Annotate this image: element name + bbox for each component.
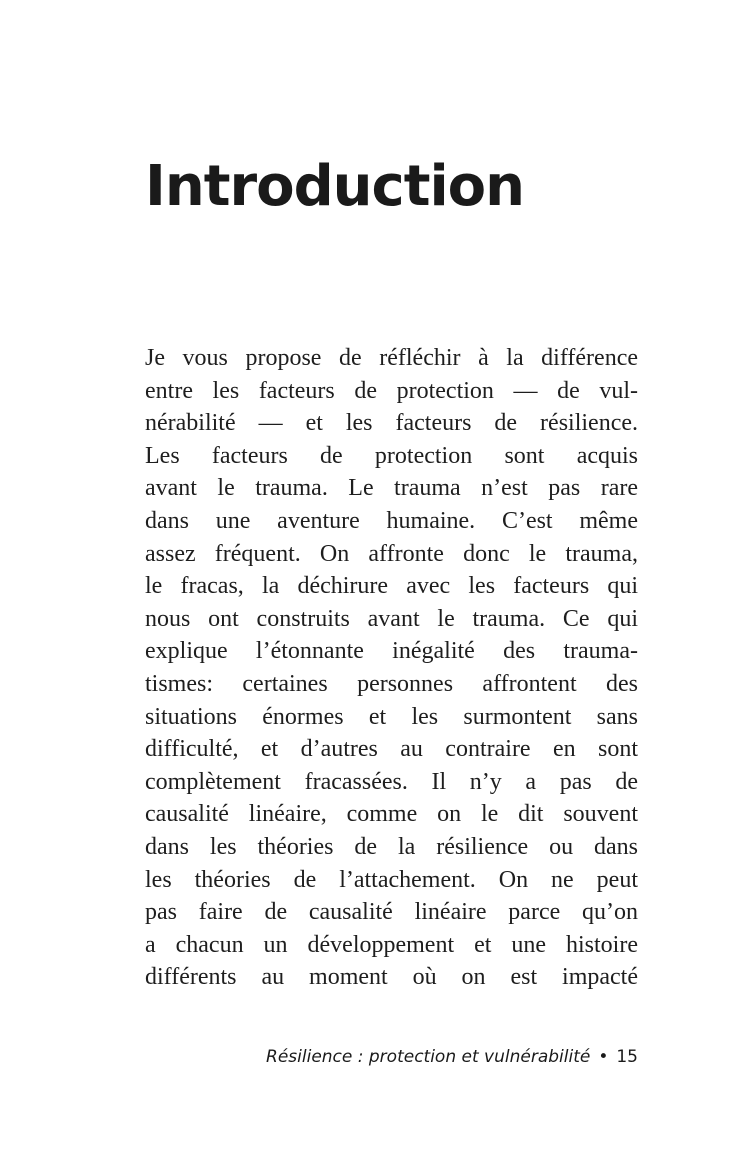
text-line: difficulté, et d’autres au contraire en sont — [145, 736, 638, 763]
text-line: a chacun un développement et une histoire — [145, 931, 638, 958]
text-line: Les facteurs de protection sont acquis — [145, 442, 638, 469]
text-line: entre les facteurs de protection — de vul- — [145, 377, 638, 404]
text-line: explique l’étonnante inégalité des trauma- — [145, 638, 638, 665]
text-line: le fracas, la déchirure avec les facteurs qui — [145, 573, 638, 600]
page-number: 15 — [616, 1047, 638, 1067]
body-paragraph — [145, 342, 638, 994]
text-line: nous ont construits avant le trauma. Ce qui — [145, 605, 638, 632]
text-line: différents au moment où on est impacté — [145, 964, 638, 991]
page-footer — [145, 1044, 638, 1070]
text-line: dans les théories de la résilience ou dans — [145, 833, 638, 860]
text-line: causalité linéaire, comme on le dit souvent — [145, 801, 638, 828]
text-line: avant le trauma. Le trauma n’est pas rare — [145, 475, 638, 502]
text-line: tismes: certaines personnes affrontent des — [145, 670, 638, 697]
text-line: dans une aventure humaine. C’est même — [145, 507, 638, 534]
text-line: complètement fracassées. Il n’y a pas de — [145, 768, 638, 795]
text-line: nérabilité — et les facteurs de résilience. — [145, 410, 638, 437]
text-line: Je vous propose de réfléchir à la différence — [145, 345, 638, 371]
footer-separator: • — [598, 1047, 609, 1067]
running-title: Résilience : protection et vulnérabilité — [266, 1047, 591, 1067]
text-line: pas faire de causalité linéaire parce qu’on — [145, 899, 638, 926]
text-line: situations énormes et les surmontent sans — [145, 703, 638, 730]
text-line: les théories de l’attachement. On ne peut — [145, 866, 638, 893]
text-line: assez fréquent. On affronte donc le trauma, — [145, 540, 638, 567]
page-title: Introduction — [145, 154, 525, 219]
